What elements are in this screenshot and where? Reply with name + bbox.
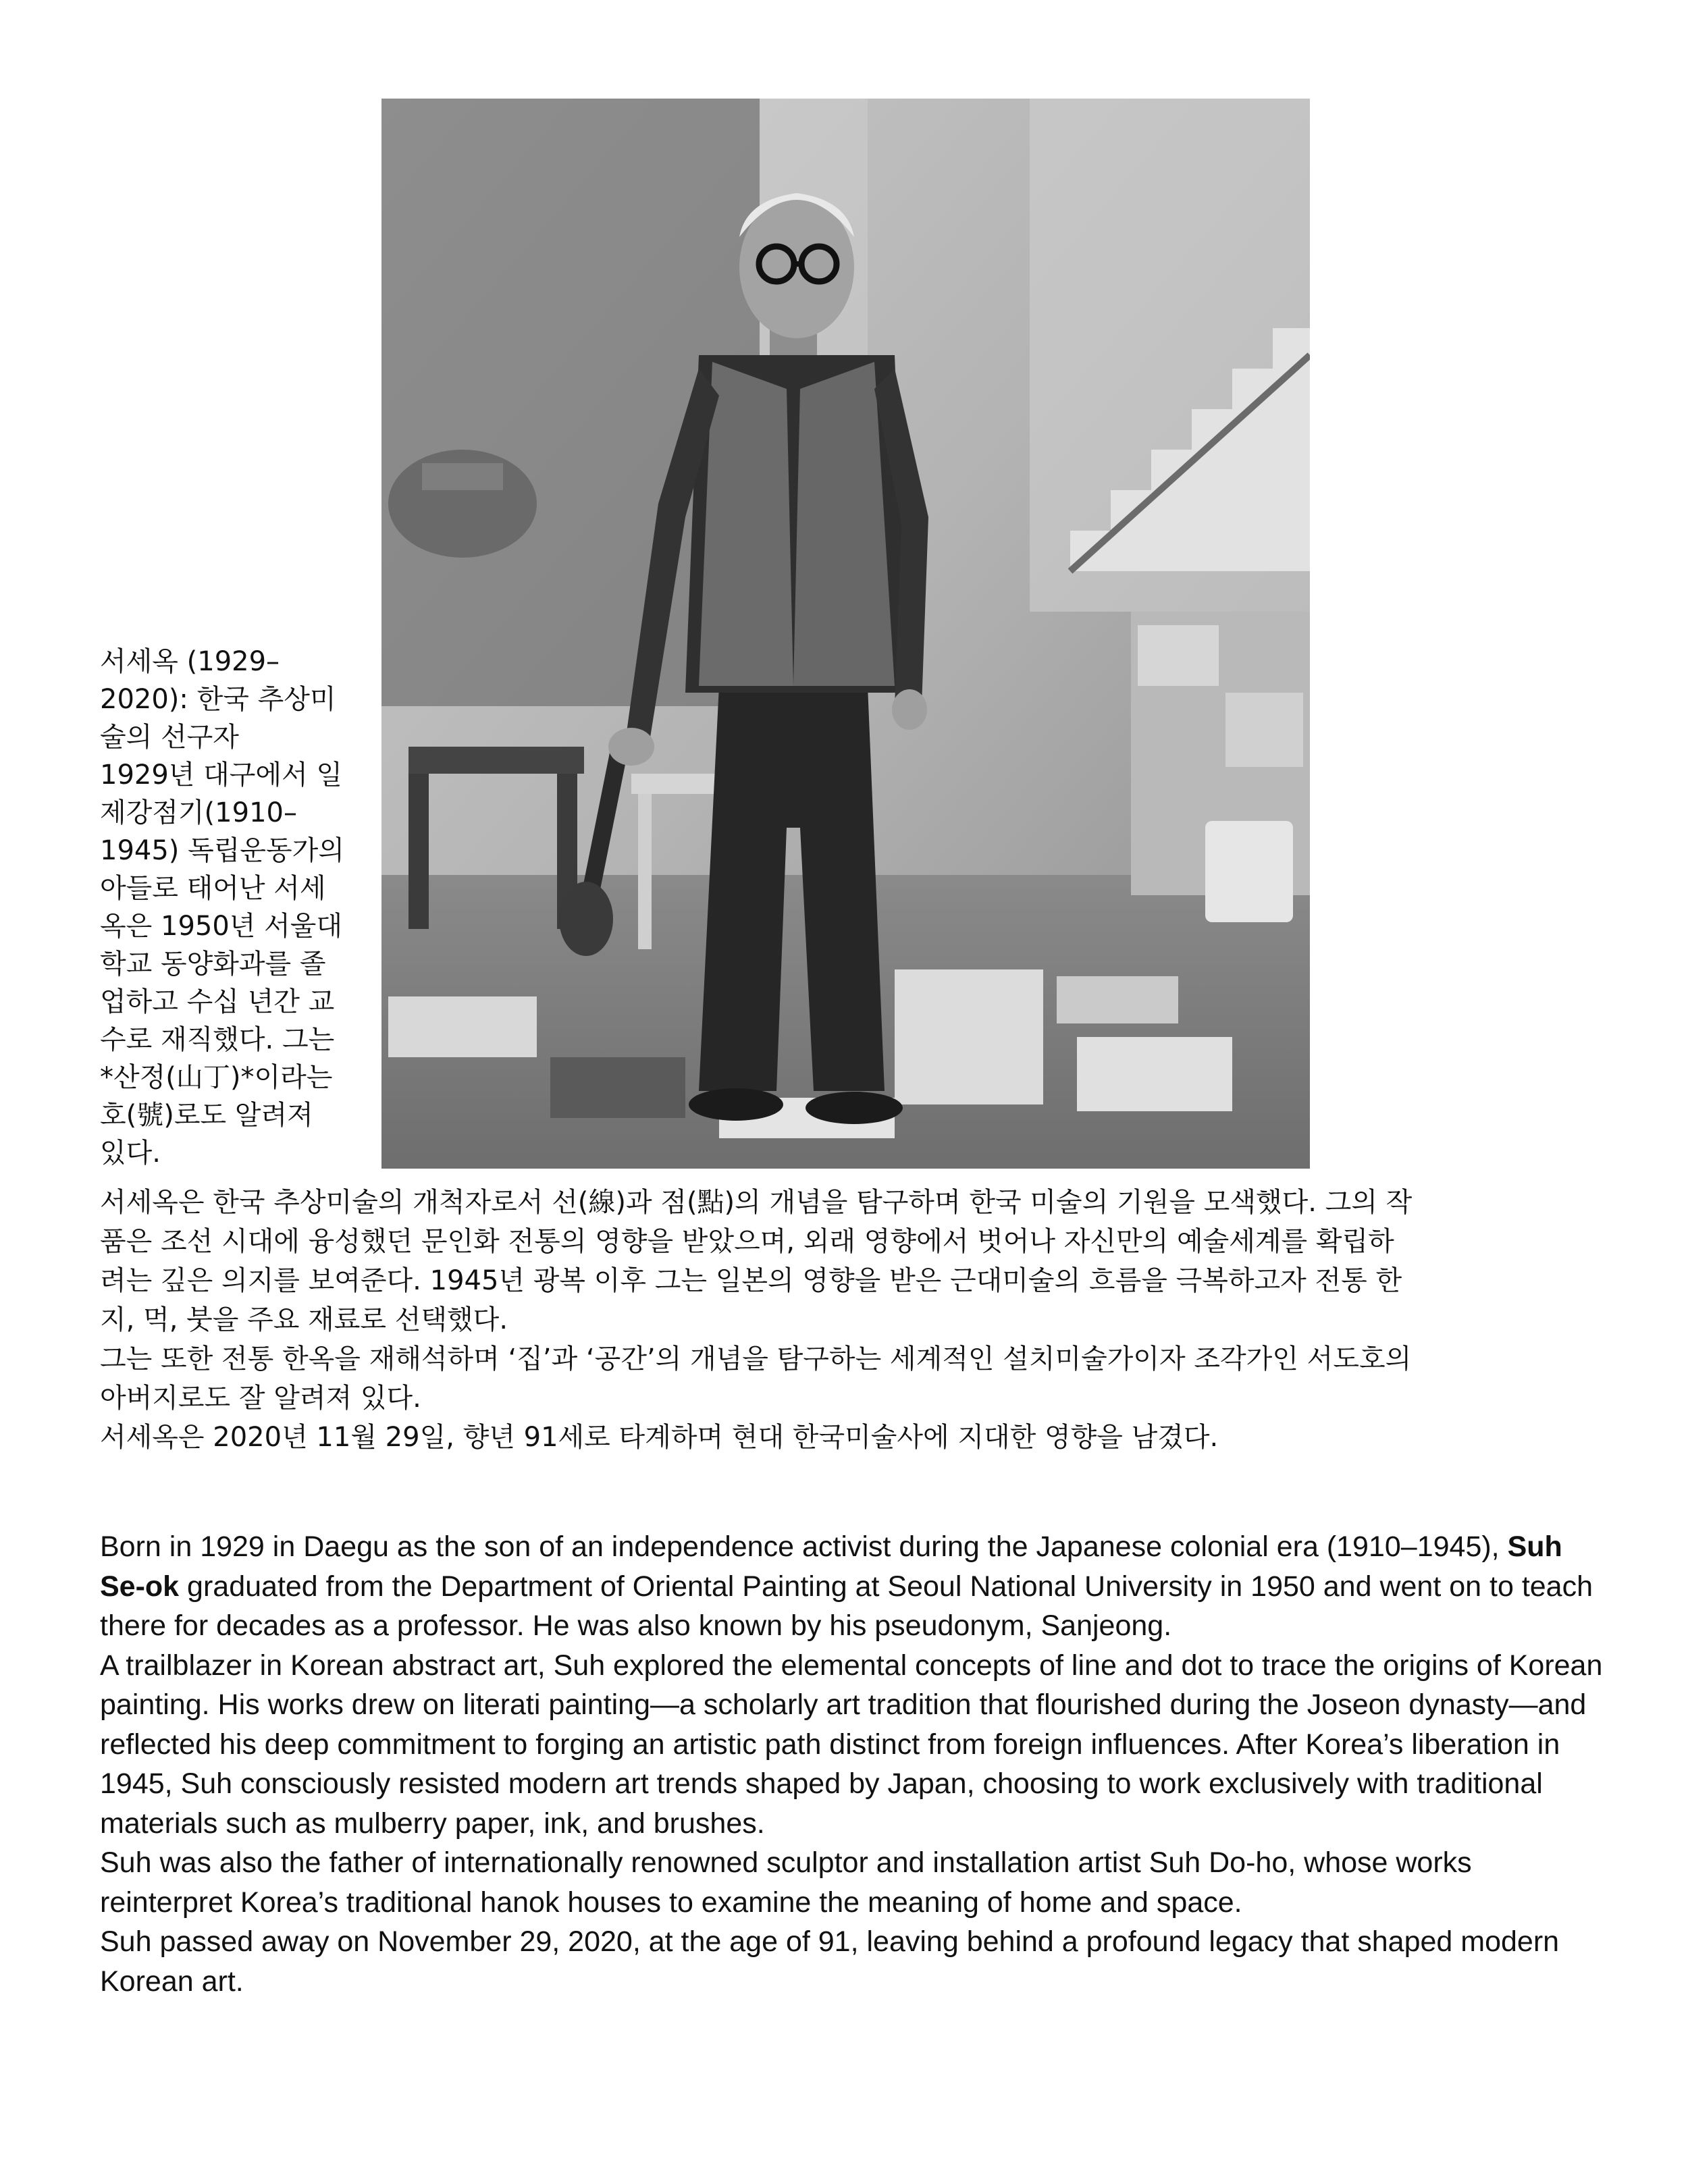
english-paragraph-4: Suh passed away on November 29, 2020, at the age of 91, leaving behind a profound legacy that shaped modern Korean art. [100, 1925, 1560, 1998]
artist-portrait-photo [381, 99, 1310, 1169]
english-paragraph-1 [100, 1527, 1606, 1646]
english-biography [100, 1527, 1606, 2001]
english-paragraph-1-end: graduated from the Department of Oriental Painting at Seoul National University in 1950 and went on to teach there for decades as a professor. He was also known by his pseudonym, Sanjeong. [100, 1570, 1593, 1642]
korean-biography: 서세옥은 한국 추상미술의 개척자로서 선(線)과 점(點)의 개념을 탐구하며 한국 미술의 기원을 모색했다. 그의 작 품은 조선 시대에 융성했던 문인화 전통의 영향을 받았으며, 외래 영향에서 벗어나 자신만의 예술세계를 확립하 려는 깊은 의지를 보여준다. 1945년 광복 이후 그는 일본의 영향을 받은 근대미술의 흐름을 극복하고자 전통 한 지, 먹, 붓을 주요 재료로 선택했다. 그는 또한 전통 한옥을 재해석하며 ‘집’과 ‘공간’의 개념을 탐구하는 세계적인 설치미술가이자 조각가인 서도호의 아버지로도 잘 알려져 있다. 서세옥은 2020년 11월 29일, 향년 91세로 타계하며 현대 한국미술사에 지대한 영향을 남겼다. [100, 1187, 1413, 1453]
artist-name: Suh Se-ok [100, 1530, 1562, 1603]
english-paragraph-1-start: Born in 1929 in Daegu as the son of an independence activist during the Japanese colonial era (1910–1945), [100, 1530, 1508, 1563]
photo-caption: 서세옥 (1929– 2020): 한국 추상미 술의 선구자 1929년 대구에서 일 제강점기(1910– 1945) 독립운동가의 아들로 태어난 서세 옥은 1950년 서울대 학교 동양화과를 졸 업하고 수십 년간 교 수로 재직했다. 그는 *산정(山丁)*이라는 호(號)로도 알려져 있다. [100, 646, 344, 1169]
english-paragraph-3: Suh was also the father of internationally renowned sculptor and installation artist Suh Do-ho, whose works reinterpret Korea’s traditional hanok houses to examine the meaning of home and space. [100, 1846, 1472, 1919]
english-paragraph-2: A trailblazer in Korean abstract art, Suh explored the elemental concepts of line and dot to trace the origins of Korean painting. His works drew on literati painting—a scholarly art tradition that flourished during the Joseon dynasty—and reflected his deep commitment to forging an artistic path distinct from foreign influences. After Korea’s liberation in 1945, Suh consciously resisted modern art trends shaped by Japan, choosing to work exclusively with traditional materials such as mulberry paper, ink, and brushes. [100, 1649, 1603, 1840]
